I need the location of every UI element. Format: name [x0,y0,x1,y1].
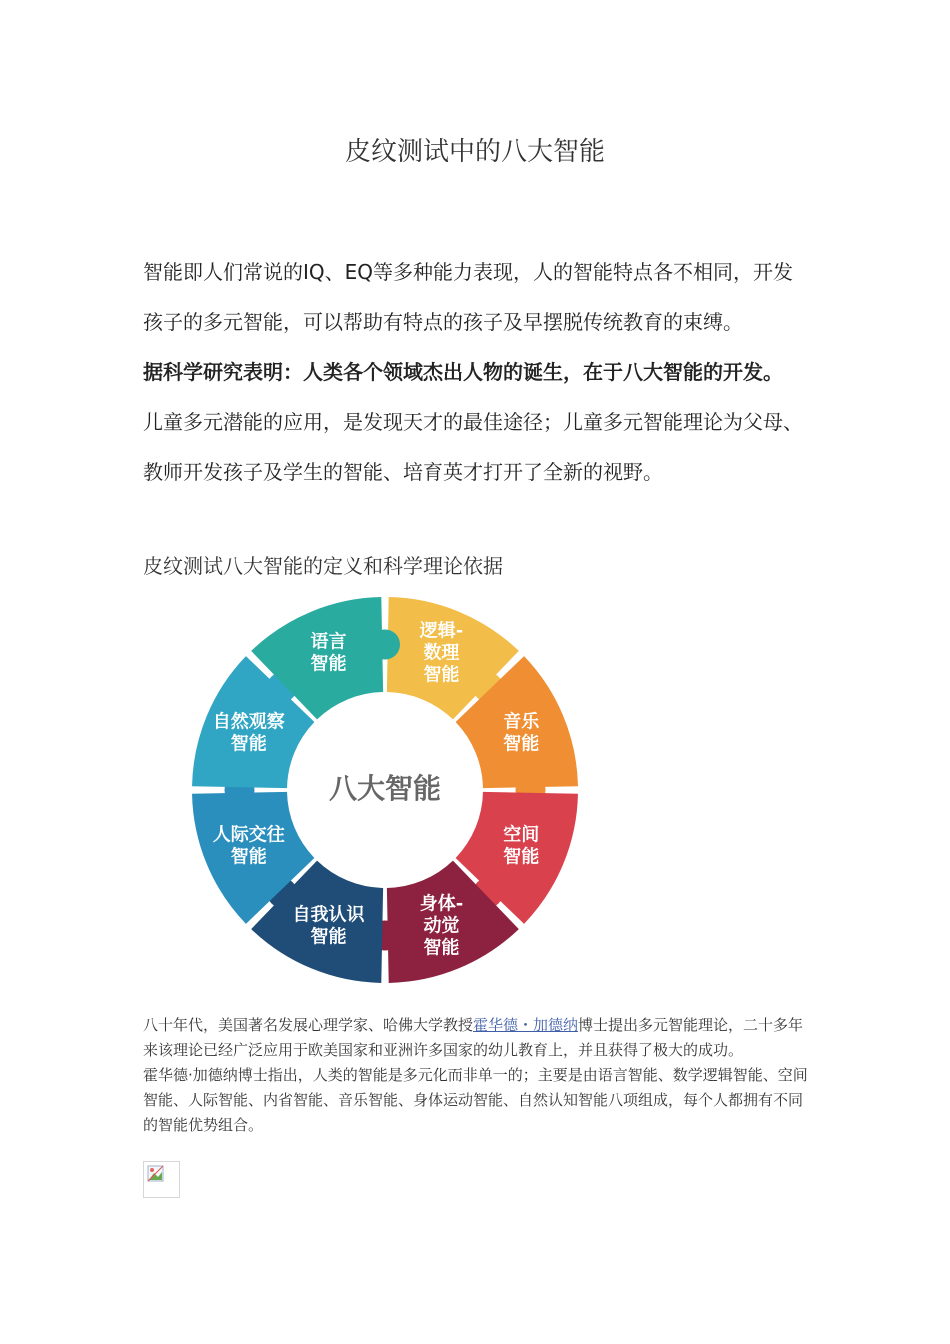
wheel-label-1-1: 逻辑- [419,620,464,642]
wheel-label-3-2: 智能 [503,846,540,868]
wheel-label-4-2: 动觉 [423,915,460,937]
broken-image-icon [143,1161,180,1198]
wheel-label-7-1: 自然观察 [212,711,285,733]
wheel-label-4-1: 身体- [419,893,464,915]
intelligence-wheel [178,584,592,990]
wheel-label-8-2: 智能 [310,653,347,675]
page-title: 皮纹测试中的八大智能 [344,137,605,167]
gardner-link[interactable]: 霍华德・加德纳 [473,1016,579,1034]
wheel-label-6-1: 人际交往 [212,824,285,846]
intro-paragraph-bold: 据科学研究表明：人类各个领域杰出人物的诞生，在于八大智能的开发。 [143,360,783,384]
wheel-knob-8 [370,630,400,660]
body-paragraph-1-end: 博士提出多元智能理论，二十多年来该理论已经广泛应用于欧美国家和亚洲许多国家的幼儿教育上，并且获得了极大的成功。 [143,1016,804,1059]
wheel-label-2-2: 智能 [503,733,540,755]
wheel-label-1-2: 数理 [423,642,460,664]
wheel-label-5-2: 智能 [310,926,347,948]
wheel-label-3-1: 空间 [503,824,540,846]
body-paragraph-1 [143,1013,811,1063]
wheel-label-8-1: 语言 [310,631,347,653]
intro-paragraph-1: 智能即人们常说的IQ、EQ等多种能力表现，人的智能特点各不相同，开发孩子的多元智能，可以帮助有特点的孩子及早摆脱传统教育的束缚。 [143,260,794,334]
body-paragraph-1-start: 八十年代，美国著名发展心理学家、哈佛大学教授 [143,1016,474,1034]
wheel-label-6-2: 智能 [230,846,267,868]
wheel-label-1-3: 智能 [423,664,460,686]
eight-intelligences-diagram [178,584,592,990]
body-section [143,1013,811,1138]
body-paragraph-2: 霍华德·加德纳博士指出，人类的智能是多元化而非单一的；主要是由语言智能、数学逻辑智能、空间智能、人际智能、内省智能、音乐智能、身体运动智能、自然认知智能八项组成，每个人都拥有不同的智能优势组合。 [143,1066,808,1134]
intro-paragraph-2: 儿童多元潜能的应用，是发现天才的最佳途径；儿童多元智能理论为父母、教师开发孩子及学生的智能、培育英才打开了全新的视野。 [143,410,803,484]
wheel-label-2-1: 音乐 [503,711,540,733]
wheel-label-5-1: 自我认识 [292,904,365,926]
wheel-label-4-3: 智能 [423,937,460,959]
wheel-center-label: 八大智能 [328,772,442,805]
wheel-label-7-2: 智能 [230,733,267,755]
intro-section [143,247,811,497]
section-title: 皮纹测试八大智能的定义和科学理论依据 [143,554,503,578]
